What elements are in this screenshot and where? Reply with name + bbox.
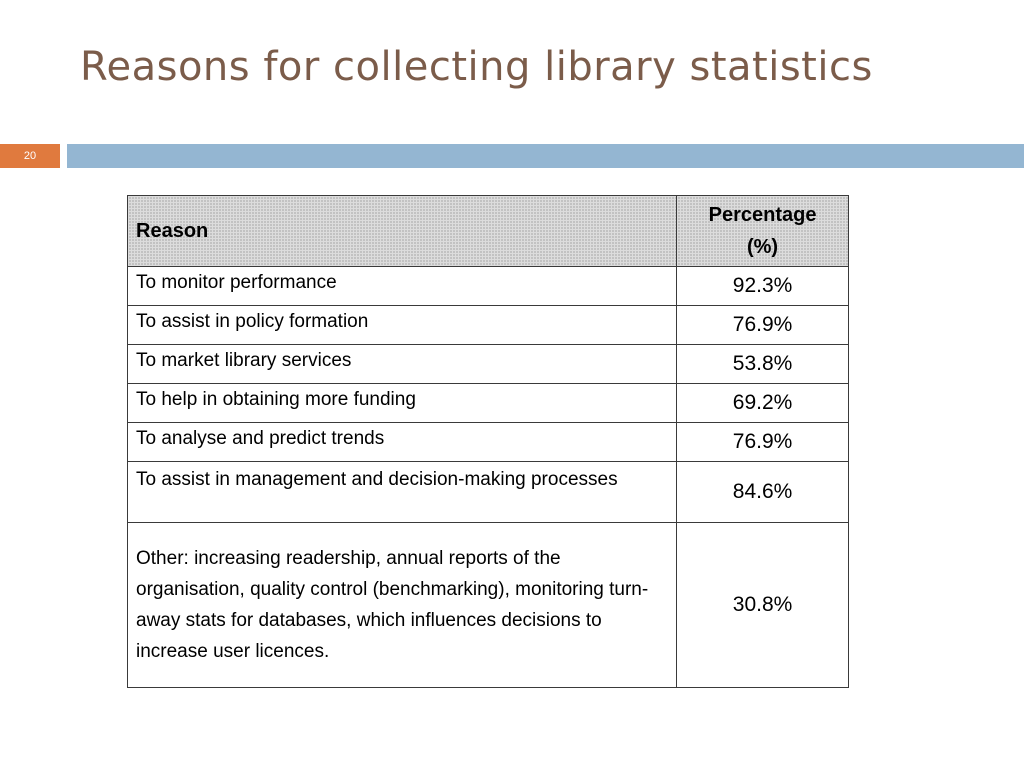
reason-cell: To monitor performance [128,267,677,306]
percentage-cell: 30.8% [677,523,849,688]
reasons-table [127,195,849,688]
percentage-cell: 69.2% [677,384,849,423]
header-percentage [677,196,849,267]
table-row [128,267,849,306]
percentage-cell: 76.9% [677,423,849,462]
slide-title: Reasons for collecting library statistics [80,44,873,90]
reason-cell: To help in obtaining more funding [128,384,677,423]
table-row [128,523,849,688]
table-row [128,423,849,462]
table-row [128,306,849,345]
reason-cell: To assist in policy formation [128,306,677,345]
table-header-row [128,196,849,267]
header-bar [67,144,1024,168]
table-row [128,345,849,384]
percentage-cell: 84.6% [677,462,849,523]
table-row [128,384,849,423]
reason-cell: Other: increasing readership, annual reports of the organisation, quality control (benchmarking), monitoring turn-away stats for databases, which influences decisions to increase user licences. [128,523,677,688]
header-percentage-line2: (%) [746,236,779,258]
header-percentage-line1: Percentage [708,204,817,226]
reason-cell: To analyse and predict trends [128,423,677,462]
slide-number: 20 [0,144,60,168]
header-reason: Reason [128,196,677,267]
table-row [128,462,849,523]
percentage-cell: 53.8% [677,345,849,384]
reason-cell: To assist in management and decision-making processes [128,462,677,523]
percentage-cell: 92.3% [677,267,849,306]
reason-cell: To market library services [128,345,677,384]
percentage-cell: 76.9% [677,306,849,345]
